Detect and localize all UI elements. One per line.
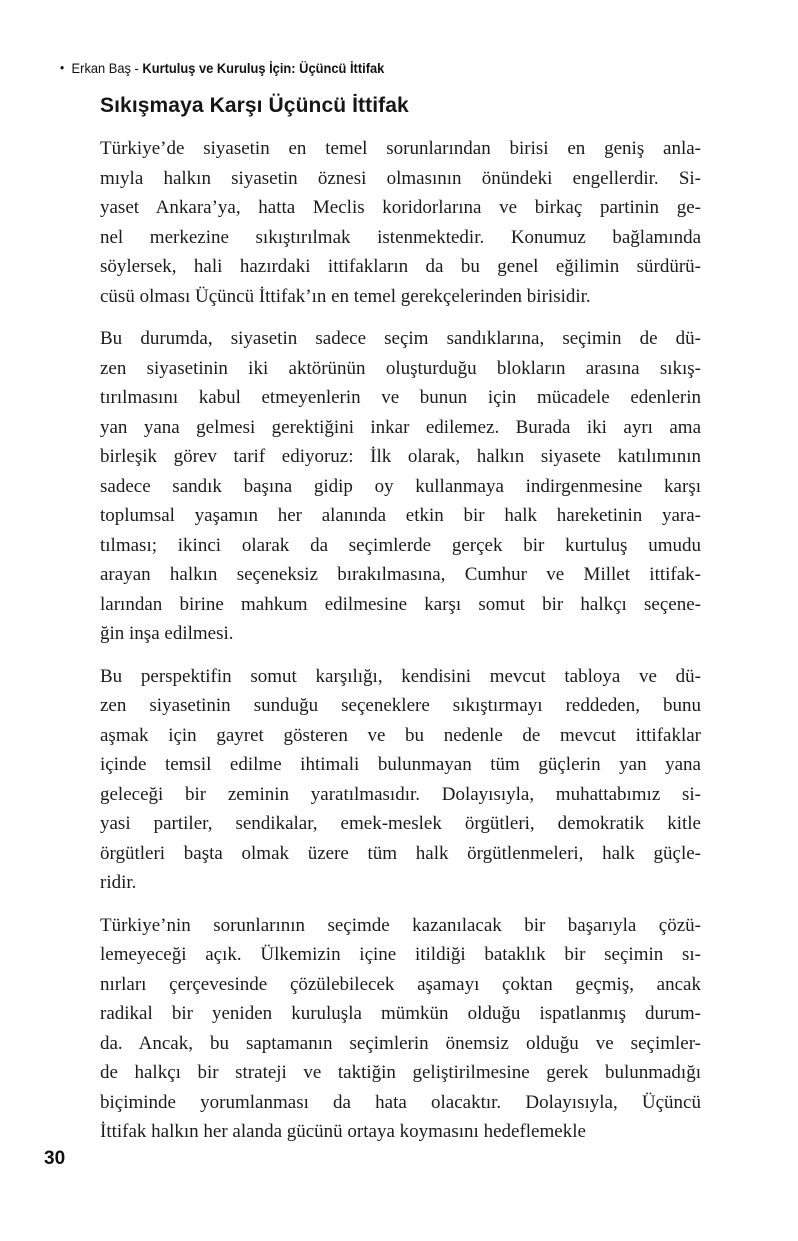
text-line: yasi partiler, sendikalar, emek-meslek örgütleri, demokratik kitle bbox=[100, 813, 701, 834]
text-line: nırları çerçevesinde çözülebilecek aşamayı çoktan geçmiş, ancak bbox=[100, 973, 701, 995]
section-title: Sıkışmaya Karşı Üçüncü İttifak bbox=[100, 94, 409, 117]
text-line: zen siyasetinin sunduğu seçeneklere sıkıştırmayı reddeden, bunu bbox=[100, 695, 701, 716]
text-line: larından birine mahkum edilmesine karşı somut bir halkçı seçene- bbox=[100, 593, 701, 615]
text-line: Türkiye’nin sorunlarının seçimde kazanılacak bir başarıyla çözü- bbox=[100, 914, 701, 936]
text-line: toplumsal yaşamın her alanında etkin bir halk hareketinin yara- bbox=[100, 505, 701, 526]
text-line: mıyla halkın siyasetin öznesi olmasının önündeki engellerdir. Si- bbox=[100, 167, 701, 189]
text-line: içinde temsil edilme ihtimali bulunmayan tüm güçlerin yan yana bbox=[100, 754, 701, 775]
paragraph bbox=[100, 134, 701, 311]
page-content bbox=[100, 94, 701, 1147]
text-line: ğin inşa edilmesi. bbox=[100, 623, 234, 644]
text-line: nel merkezine sıkıştırılmak istenmektedir. Konumuz bağlamında bbox=[100, 226, 701, 248]
paragraph bbox=[100, 911, 701, 1147]
text-line: örgütleri başta olmak üzere tüm halk örgütlenmeleri, halk güçle- bbox=[100, 842, 701, 864]
text-line: geleceği bir zeminin yaratılmasıdır. Dolayısıyla, muhattabımız si- bbox=[100, 783, 701, 805]
text-line: de halkçı bir strateji ve taktiğin geliştirilmesine gerek bulunmadığı bbox=[100, 1062, 701, 1083]
text-line: cüsü olması Üçüncü İttifak’ın en temel gerekçelerinden birisidir. bbox=[100, 285, 591, 307]
text-line: da. Ancak, bu saptamanın seçimlerin önemsiz olduğu ve seçimler- bbox=[100, 1032, 701, 1054]
text-line: tılması; ikinci olarak da seçimlerde gerçek bir kurtuluş umudu bbox=[100, 534, 701, 556]
paragraph bbox=[100, 324, 701, 649]
text-line: Türkiye’de siyasetin en temel sorunlarından birisi en geniş anla- bbox=[100, 138, 701, 159]
text-line: yaset Ankara’ya, hatta Meclis koridorlarına ve birkaç partinin ge- bbox=[100, 197, 701, 218]
text-line: söylersek, hali hazırdaki ittifakların da bu genel eğilimin sürdürü- bbox=[100, 256, 701, 277]
header-book-title: Kurtuluş ve Kuruluş İçin: Üçüncü İttifak bbox=[142, 60, 385, 76]
paragraph bbox=[100, 662, 701, 898]
text-line: ridir. bbox=[100, 872, 137, 893]
body-text bbox=[100, 134, 701, 1147]
text-line: Bu perspektifin somut karşılığı, kendisini mevcut tabloya ve dü- bbox=[100, 665, 701, 687]
text-line: radikal bir yeniden kuruluşla mümkün olduğu ispatlanmış durum- bbox=[100, 1003, 701, 1024]
header-bullet-icon: • bbox=[60, 60, 65, 75]
text-line: tırılmasını kabul etmeyenlerin ve bunun için mücadele edenlerin bbox=[100, 387, 701, 408]
running-header bbox=[60, 60, 384, 76]
text-line: biçiminde yorumlanması da hata olacaktır. Dolayısıyla, Üçüncü bbox=[100, 1091, 701, 1113]
text-line: yan yana gelmesi gerektiğini inkar edilemez. Burada iki ayrı ama bbox=[100, 416, 701, 438]
text-line: Bu durumda, siyasetin sadece seçim sandıklarına, seçimin de dü- bbox=[100, 328, 701, 349]
text-line: İttifak halkın her alanda gücünü ortaya koymasını hedeflemekle bbox=[100, 1121, 586, 1142]
text-line: birleşik görev tarif ediyoruz: İlk olarak, halkın siyasete katılımının bbox=[100, 446, 701, 467]
text-line: lemeyeceği açık. Ülkemizin içine itildiği bataklık bir seçimin sı- bbox=[100, 944, 701, 965]
text-line: arayan halkın seçeneksiz bırakılmasına, Cumhur ve Millet ittifak- bbox=[100, 564, 701, 585]
text-line: aşmak için gayret gösteren ve bu nedenle de mevcut ittifaklar bbox=[100, 724, 701, 746]
page-number: 30 bbox=[44, 1148, 66, 1169]
header-author: Erkan Baş - bbox=[71, 60, 143, 76]
text-line: sadece sandık başına gidip oy kullanmaya indirgenmesine karşı bbox=[100, 475, 701, 497]
text-line: zen siyasetinin iki aktörünün oluşturduğu blokların arasına sıkış- bbox=[100, 357, 701, 379]
